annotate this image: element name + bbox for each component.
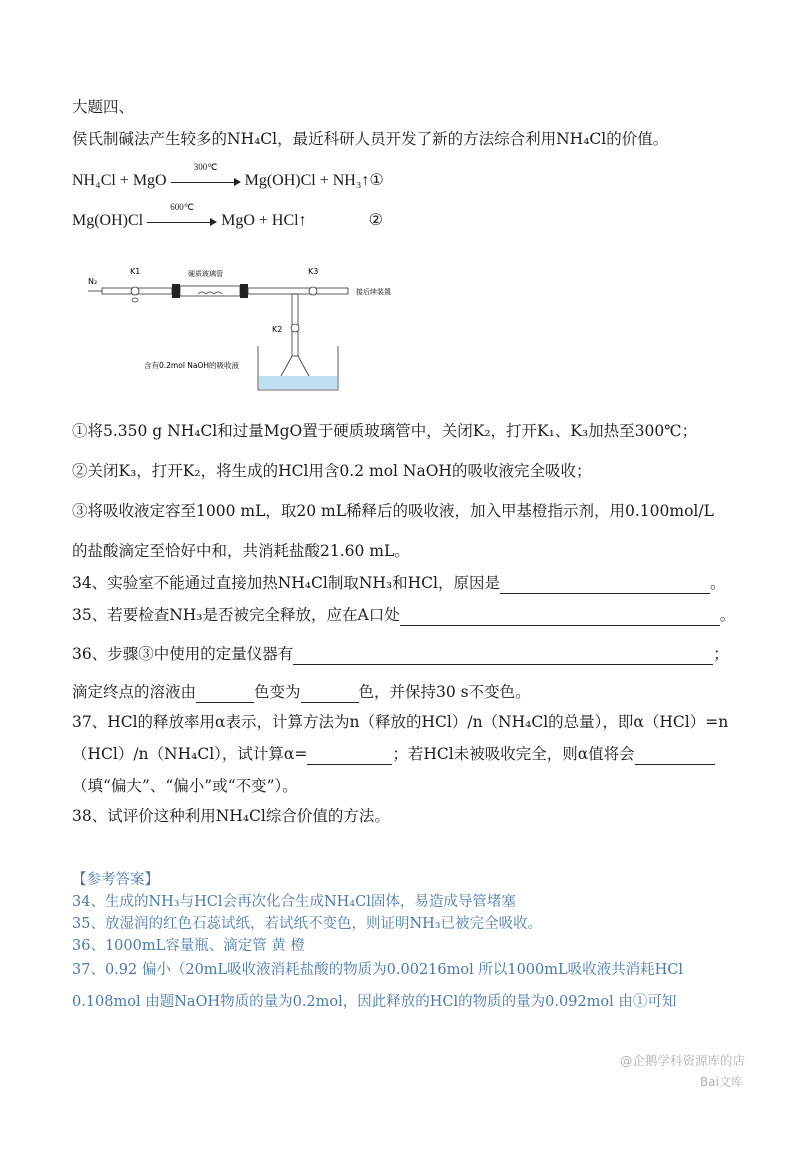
after-label: 接后续装置 [356,288,391,296]
k3-valve-icon [309,287,317,295]
stopper-left-icon [172,284,180,298]
k1-label: K1 [130,267,141,276]
answer-37: 37、0.92 偏小（20mL吸收液消耗盐酸的物质为0.00216mol 所以1000mL吸收液共消耗HCl [72,962,684,978]
watermark-brand: Bai文库 [700,1075,743,1089]
answer-34: 34、生成的NH₃与HCl会再次化合生成NH₄Cl固体，易造成导管堵塞 [72,894,516,910]
question-36b: 滴定终点的溶液由 色变为 色，并保持30 s不变色。 [72,683,531,701]
step-3-cont: 的盐酸滴定至恰好中和，共消耗盐酸21.60 mL。 [72,542,410,560]
question-35: 35、若要检查NH₃是否被完全释放，应在A口处 。 [72,606,736,624]
k3-label: K3 [308,267,319,276]
answer-blank[interactable] [293,648,713,665]
answer-35: 35、放湿润的红色石蕊试纸，若试纸不变色，则证明NH₃已被完全吸收。 [72,916,543,932]
k2-label: K2 [272,325,283,334]
k1-valve-icon [131,287,139,295]
question-37: 37、HCl的释放率用α表示，计算方法为n（释放的HCl）/n（NH₄Cl的总量），即α（HCl）=n [72,713,729,731]
answer-37-cont: 0.108mol 由题NaOH物质的量为0.2mol，因此释放的HCl的物质的量为0.092mol 由①可知 [72,994,677,1010]
reaction-arrow: 300℃ [171,174,241,188]
section-title: 大题四、 [72,98,135,116]
answer-blank[interactable] [400,609,720,626]
absorber-label: 含有0.2mol NaOH的吸收液 [144,361,240,370]
tube-label: 硬质玻璃管 [188,270,223,278]
funnel-icon [280,356,310,378]
question-34: 34、实验室不能通过直接加热NH₄Cl制取NH₃和HCl，原因是 。 [72,574,726,592]
k2-valve-icon [291,324,299,332]
n2-label: N₂ [88,277,98,286]
answer-36: 36、1000mL容量瓶、滴定管 黄 橙 [72,938,305,954]
equation-1: NH₄Cl + MgO 300℃ Mg(OH)Cl + NH₃↑① [72,162,384,189]
answer-blank[interactable] [500,577,710,594]
answer-blank[interactable] [196,686,254,703]
answer-blank[interactable] [307,748,392,765]
intro-text: 侯氏制碱法产生较多的NH₄Cl，最近科研人员开发了新的方法综合利用NH₄Cl的价值。 [72,130,669,148]
question-36: 36、步骤③中使用的定量仪器有 ； [72,645,729,663]
question-37c: （填“偏大”、“偏小”或“不变”）。 [72,777,298,795]
question-37b: （HCl）/n（NH₄Cl），试计算α= ；若HCl未被吸收完全，则α值将会 [72,743,715,765]
stopper-right-icon [240,284,248,298]
step-1: ①将5.350 g NH₄Cl和过量MgO置于硬质玻璃管中，关闭K₂，打开K₁、K₃加热至300℃； [72,422,698,440]
reaction-arrow: 600℃ [147,214,217,228]
question-38: 38、试评价这种利用NH₄Cl综合价值的方法。 [72,807,390,825]
equation-2: Mg(OH)Cl 600℃ MgO + HCl↑ ② [72,202,383,229]
answer-blank[interactable] [301,686,359,703]
step-2: ②关闭K₃，打开K₂，将生成的HCl用含0.2 mol NaOH的吸收液完全吸收； [72,462,592,480]
apparatus-diagram [80,258,420,398]
step-3: ③将吸收液定容至1000 mL，取20 mL稀释后的吸收液，加入甲基橙指示剂，用0.100mol/L [72,502,714,520]
glass-tube [180,286,240,296]
watermark-shop: @企鹅学科资源库的店 [620,1053,746,1068]
answer-blank[interactable] [635,748,715,765]
answer-heading: 【参考答案】 [72,872,159,888]
